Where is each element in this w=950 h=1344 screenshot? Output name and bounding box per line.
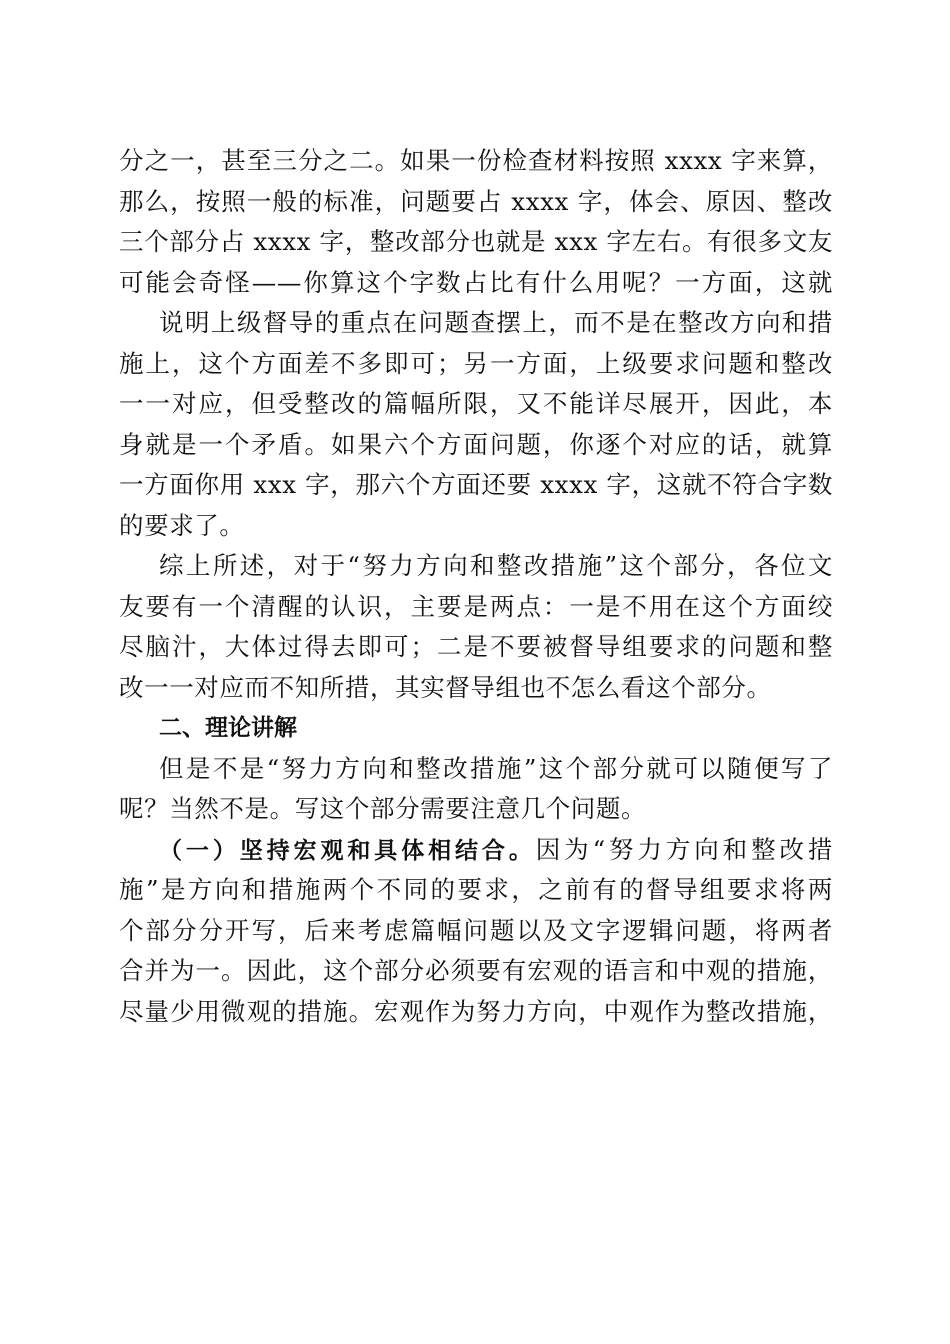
- paragraph-1-line-1: 分之一，甚至三分之二。如果一份检查材料按照 xxxx 字来算，: [119, 146, 833, 175]
- paragraph-2-line-6: 的要求了。: [119, 510, 245, 540]
- paragraph-2-line-5: 一方面你用 xxx 字，那六个方面还要 xxxx 字，这就不符合字数: [119, 470, 833, 499]
- paragraph-2-line-2: 施上，这个方面差不多即可；另一方面，上级要求问题和整改: [119, 348, 833, 378]
- document-body: [119, 141, 833, 1032]
- paragraph-3-line-1: 综上所述，对于“努力方向和整改措施”这个部分，各位文: [159, 551, 833, 580]
- paragraph-3-line-2: 友要有一个清醒的认识，主要是两点：一是不用在这个方面绞: [119, 591, 833, 621]
- paragraph-5-line-3: 个部分分开写，后来考虑篇幅问题以及文字逻辑问题，将两者: [119, 915, 833, 945]
- paragraph-2-line-4: 身就是一个矛盾。如果六个方面问题，你逐个对应的话，就算: [119, 429, 833, 459]
- paragraph-1-line-2: 那么，按照一般的标准，问题要占 xxxx 字，体会、原因、整改: [119, 186, 833, 216]
- paragraph-5-line-5: 尽量少用微观的措施。宏观作为努力方向，中观作为整改措施，: [119, 996, 833, 1026]
- paragraph-3-line-3: 尽脑汁，大体过得去即可；二是不要被督导组要求的问题和整: [119, 632, 833, 661]
- subsection-title: （一）坚持宏观和具体相结合。: [159, 837, 536, 864]
- paragraph-1-line-4: 可能会奇怪——你算这个字数占比有什么用呢？一方面，这就: [119, 267, 833, 297]
- paragraph-2-line-3: 一一对应，但受整改的篇幅所限，又不能详尽展开，因此，本: [119, 389, 833, 418]
- paragraph-4-line-1: 但是不是“努力方向和整改措施”这个部分就可以随便写了: [159, 753, 833, 783]
- section-heading-theory: 二、理论讲解: [159, 715, 297, 741]
- paragraph-5-line-2: 施”是方向和措施两个不同的要求，之前有的督导组要求将两: [119, 875, 833, 904]
- paragraph-2-line-1: 说明上级督导的重点在问题查摆上，而不是在整改方向和措: [159, 308, 833, 337]
- paragraph-5-line-4: 合并为一。因此，这个部分必须要有宏观的语言和中观的措施，: [119, 956, 833, 985]
- paragraph-3-line-4: 改一一对应而不知所措，其实督导组也不怎么看这个部分。: [119, 672, 772, 702]
- paragraph-1-line-3: 三个部分占 xxxx 字，整改部分也就是 xxx 字左右。有很多文友: [119, 227, 833, 256]
- paragraph-5-line-1-rest: 因为“努力方向和整改措: [535, 834, 833, 864]
- paragraph-4-line-2: 呢？当然不是。写这个部分需要注意几个问题。: [119, 794, 647, 823]
- paragraph-5-line-1: [119, 830, 833, 871]
